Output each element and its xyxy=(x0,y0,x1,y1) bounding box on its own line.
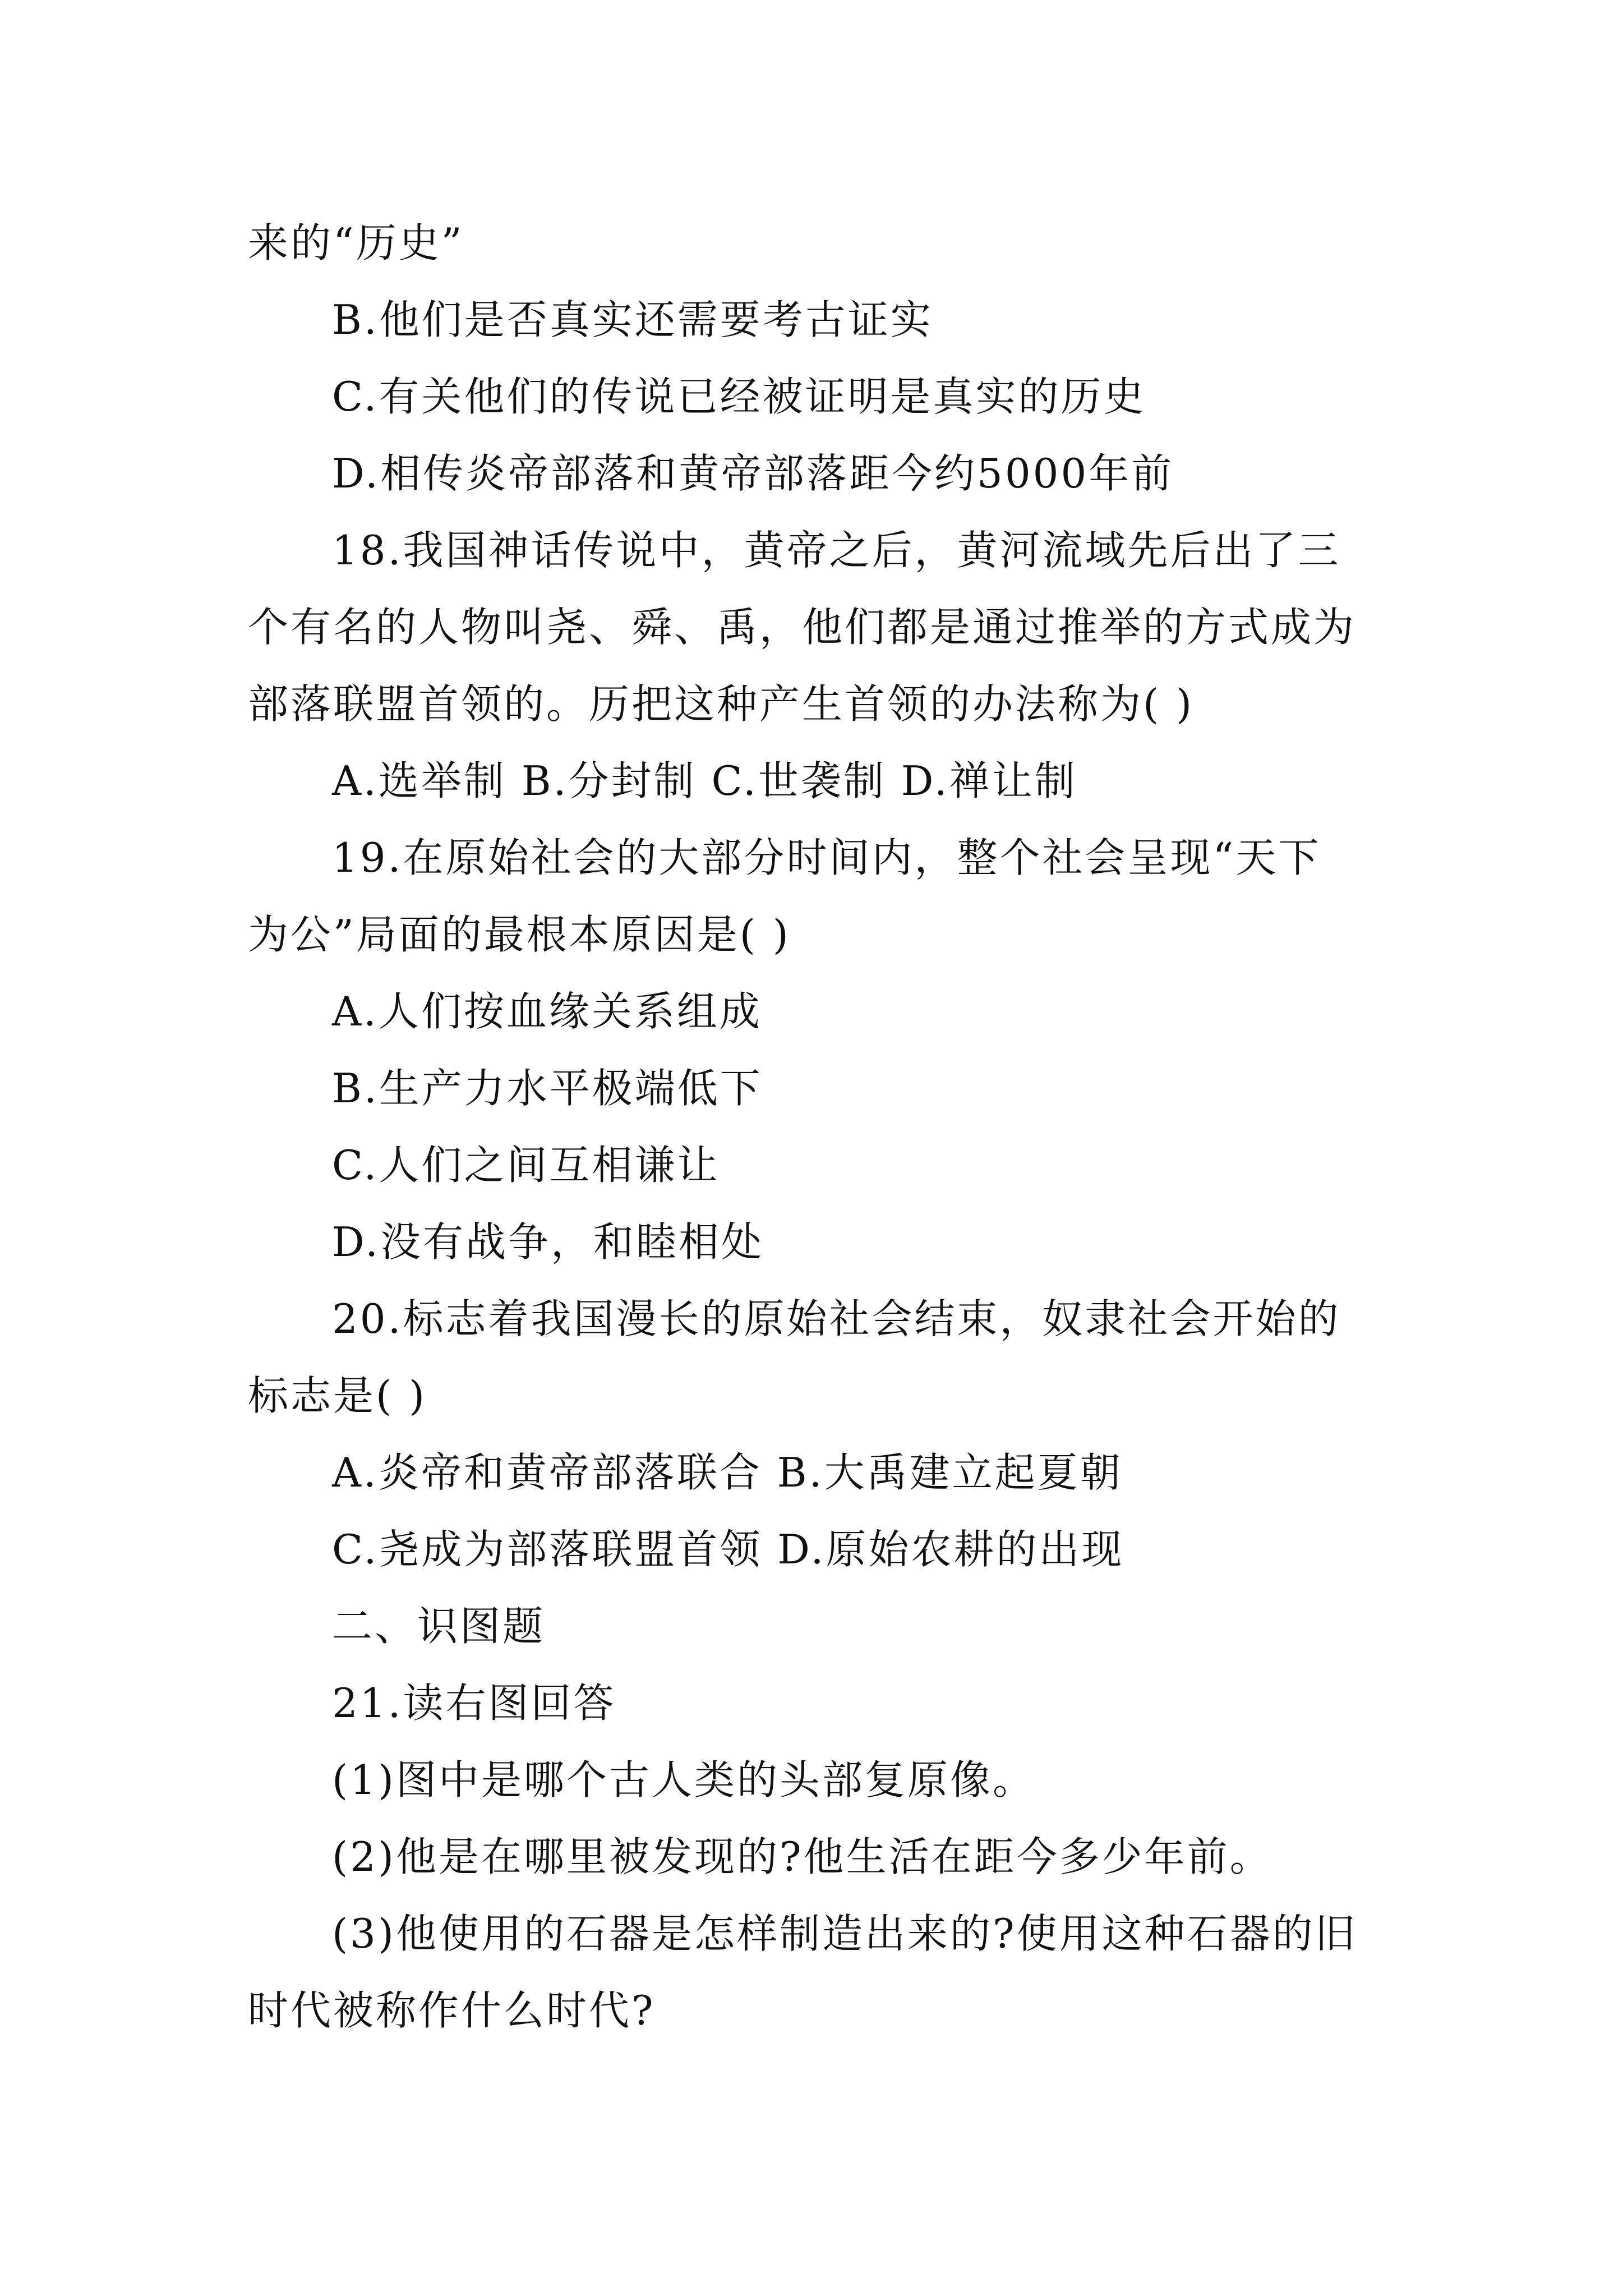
text-line: B.生产力水平极端低下 xyxy=(332,1065,763,1112)
text-line: 为公”局面的最根本原因是( ) xyxy=(248,911,791,958)
text-line: A.选举制 B.分封制 C.世袭制 D.禅让制 xyxy=(332,757,1077,804)
text-line: 19.在原始社会的大部分时间内，整个社会呈现“天下 xyxy=(332,834,1321,881)
text-line: D.相传炎帝部落和黄帝部落距今约5000年前 xyxy=(332,450,1174,497)
text-line: C.人们之间互相谦让 xyxy=(332,1142,720,1189)
text-line: A.人们按血缘关系组成 xyxy=(332,988,762,1035)
text-line: A.炎帝和黄帝部落联合 B.大禹建立起夏朝 xyxy=(332,1449,1123,1496)
text-line: D.没有战争，和睦相处 xyxy=(332,1218,764,1266)
section-heading: 二、识图题 xyxy=(332,1603,546,1650)
text-line: B.他们是否真实还需要考古证实 xyxy=(332,296,933,343)
text-line: 20.标志着我国漫长的原始社会结束，奴隶社会开始的 xyxy=(332,1295,1341,1342)
text-line: (1)图中是哪个古人类的头部复原像。 xyxy=(332,1756,1035,1803)
text-line: C.尧成为部落联盟首领 D.原始农耕的出现 xyxy=(332,1526,1124,1573)
text-line: 18.我国神话传说中，黄帝之后，黄河流域先后出了三 xyxy=(332,527,1341,574)
text-line: (2)他是在哪里被发现的?他生活在距今多少年前。 xyxy=(332,1833,1272,1880)
text-line: 个有名的人物叫尧、舜、禹，他们都是通过推举的方式成为 xyxy=(248,604,1357,651)
text-line: 标志是( ) xyxy=(248,1372,427,1419)
text-line: 时代被称作什么时代? xyxy=(248,1987,656,2034)
text-line: 21.读右图回答 xyxy=(332,1680,616,1727)
text-line: 部落联盟首领的。历把这种产生首领的办法称为( ) xyxy=(248,680,1195,728)
text-line: (3)他使用的石器是怎样制造出来的?使用这种石器的旧 xyxy=(332,1910,1358,1957)
text-line: 来的“历史” xyxy=(248,219,464,266)
text-line: C.有关他们的传说已经被证明是真实的历史 xyxy=(332,373,1146,420)
